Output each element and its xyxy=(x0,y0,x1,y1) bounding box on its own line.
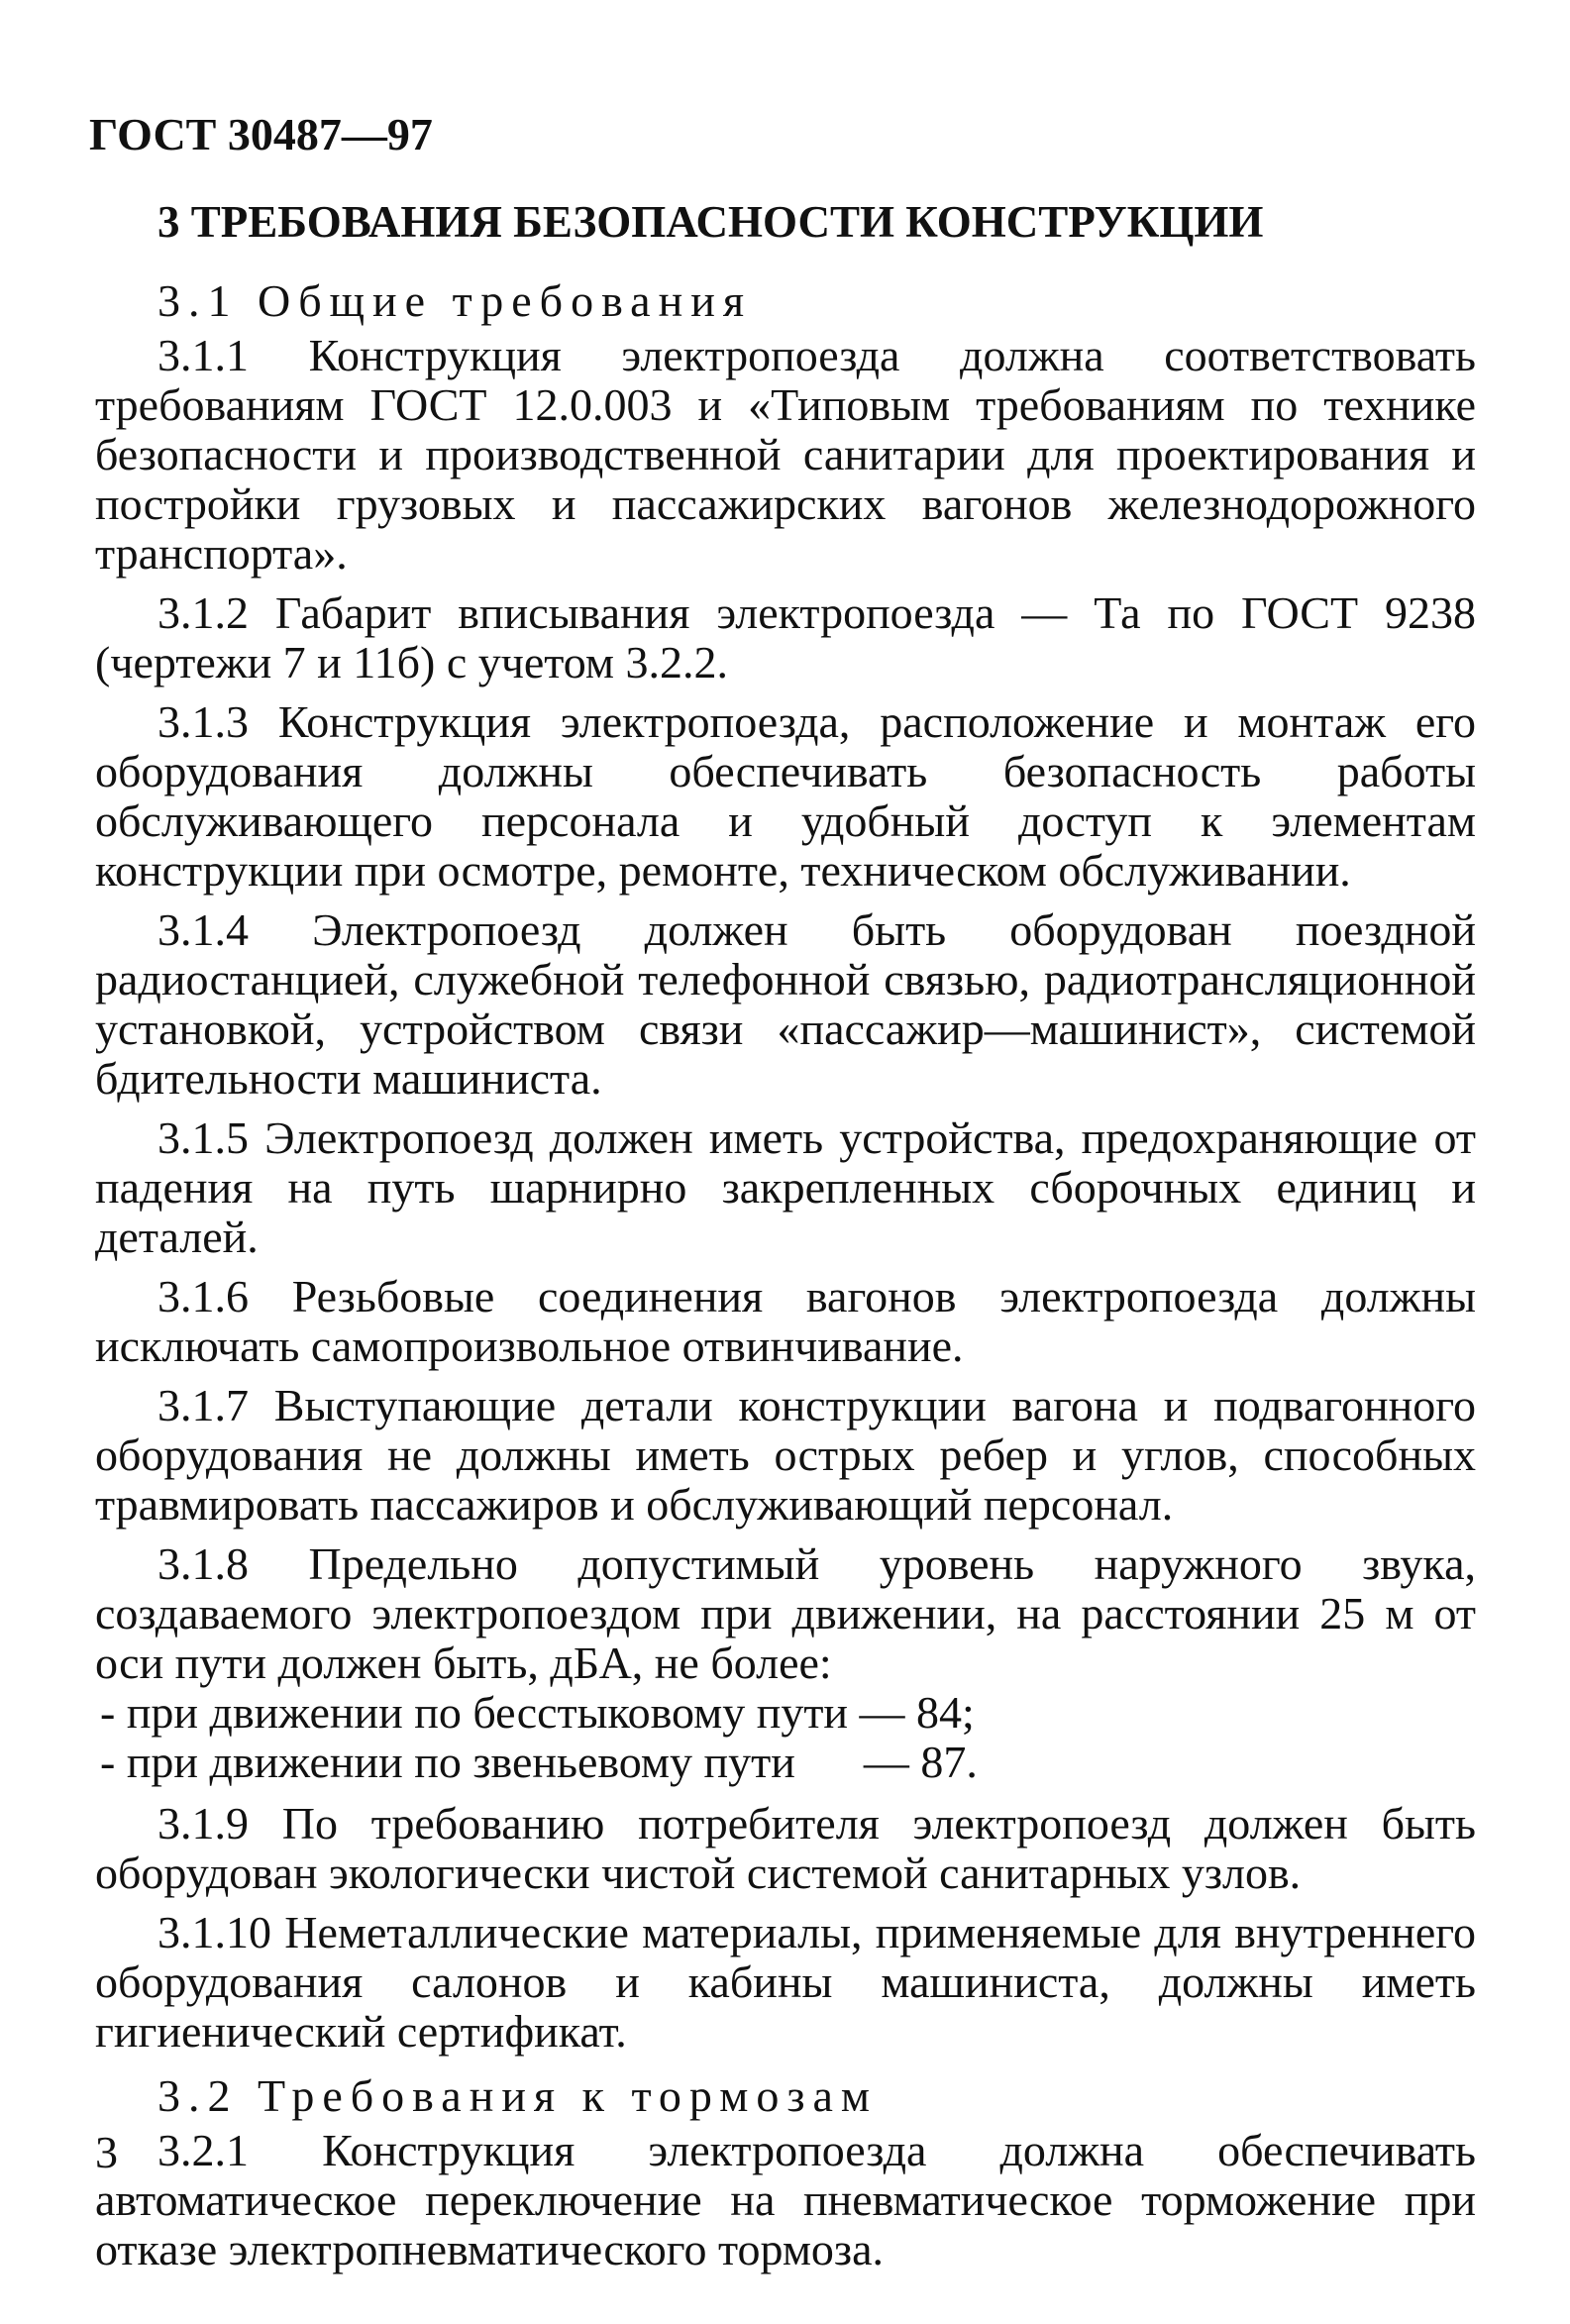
paragraph-3-1-9: 3.1.9 По требованию потребителя электропоезд должен быть оборудован экологически чистой системой санитарных узлов. xyxy=(95,1798,1476,1898)
paragraph-3-1-5: 3.1.5 Электропоезд должен иметь устройства, предохраняющие от падения на путь шарнирно закрепленных сборочных единиц и деталей. xyxy=(95,1112,1476,1262)
paragraph-3-1-3: 3.1.3 Конструкция электропоезда, расположение и монтаж его оборудования должны обеспечивать безопасность работы обслуживающего персонала и удобный доступ к элементам конструкции при осмотре, ремонте, техническом обслуживании. xyxy=(95,696,1476,896)
subsection-title-general: 3.1 Общие требования xyxy=(157,275,752,326)
document-code: ГОСТ 30487—97 xyxy=(89,109,433,159)
paragraph-3-1-6: 3.1.6 Резьбовые соединения вагонов электропоезда должны исключать самопроизвольное отвинчивание. xyxy=(95,1271,1476,1371)
list-item: - при движении по бесстыковому пути — 84; xyxy=(100,1687,975,1738)
page-number: 3 xyxy=(95,2127,118,2177)
section-title: 3 ТРЕБОВАНИЯ БЕЗОПАСНОСТИ КОНСТРУКЦИИ xyxy=(157,197,1264,247)
paragraph-3-1-10: 3.1.10 Неметаллические материалы, применяемые для внутреннего оборудования салонов и кабины машиниста, должны иметь гигиенический сертификат. xyxy=(95,1907,1476,2057)
paragraph-3-1-7: 3.1.7 Выступающие детали конструкции вагона и подвагонного оборудования не должны иметь острых ребер и углов, способных травмировать пассажиров и обслуживающий персонал. xyxy=(95,1380,1476,1530)
paragraph-3-1-2: 3.1.2 Габарит вписывания электропоезда — Та по ГОСТ 9238 (чертежи 7 и 11б) с учетом 3.2.2. xyxy=(95,587,1476,687)
subsection-title-brakes: 3.2 Требования к тормозам xyxy=(157,2070,879,2121)
noise-level-list xyxy=(95,1688,1476,1787)
paragraph-3-1-4: 3.1.4 Электропоезд должен быть оборудован поездной радиостанцией, служебной телефонной связью, радиотрансляционной установкой, устройством связи «пассажир—машинист», системой бдительности машиниста. xyxy=(95,904,1476,1104)
paragraph-3-2-1: 3.2.1 Конструкция электропоезда должна обеспечивать автоматическое переключение на пневматическое торможение при отказе электропневматического тормоза. xyxy=(95,2125,1476,2274)
list-item: - при движении по звеньевому пути — 87. xyxy=(100,1737,978,1787)
document-body xyxy=(95,194,1476,2284)
paragraph-3-1-1: 3.1.1 Конструкция электропоезда должна соответствовать требованиям ГОСТ 12.0.003 и «Типовым требованиям по технике безопасности и производственной санитарии для проектирования и постройки грузовых и пассажирских вагонов железнодорожного транспорта». xyxy=(95,330,1476,579)
paragraph-3-1-8: 3.1.8 Предельно допустимый уровень наружного звука, создаваемого электропоездом при движении, на расстоянии 25 м от оси пути должен быть, дБА, не более: xyxy=(95,1538,1476,1688)
